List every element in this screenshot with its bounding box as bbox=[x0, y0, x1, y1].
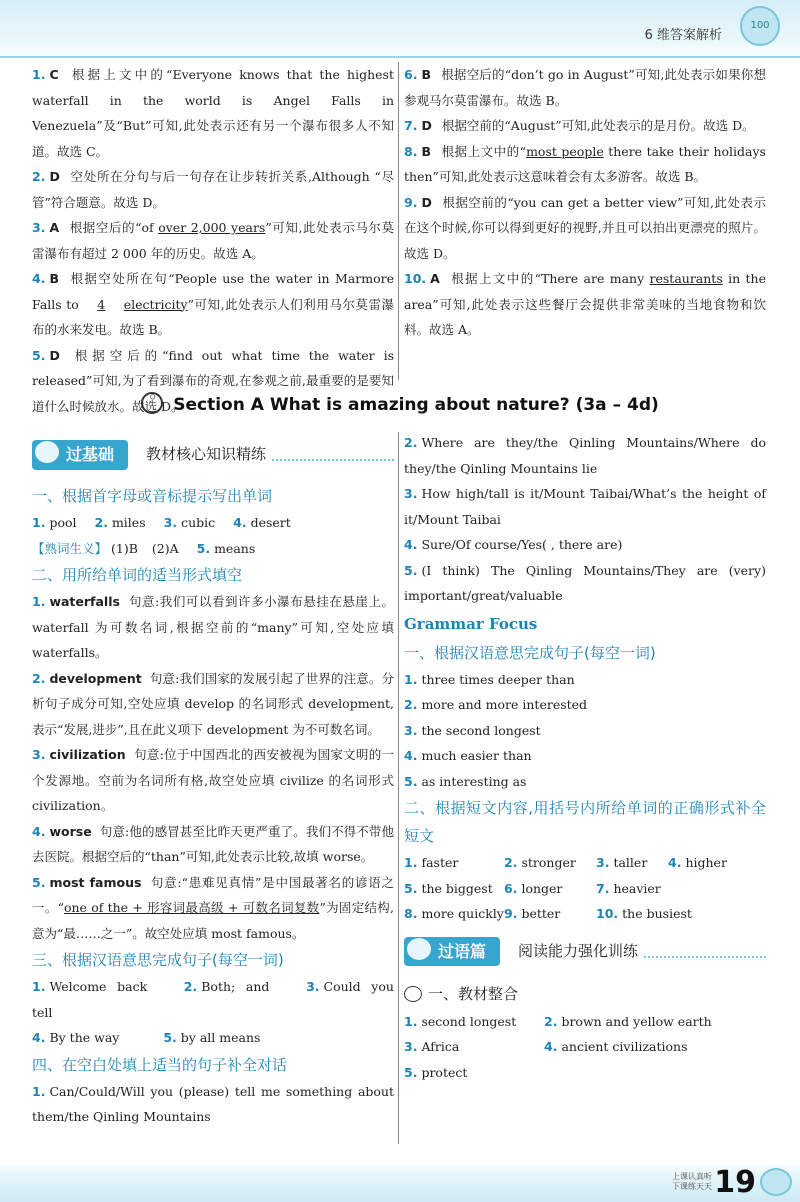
part4-item: 1. Can/Could/Will you (please) tell me something about them/the Qinling Mountains bbox=[32, 1083, 394, 1124]
grammar-item: 4. much easier than bbox=[404, 748, 532, 763]
banner-subtitle: 教材核心知识精练 bbox=[146, 445, 267, 464]
part3-row: 1. Welcome back 2. Both; and 3. Could you tell bbox=[32, 979, 394, 1020]
reading-row: 5. protect bbox=[404, 1064, 468, 1080]
part4-item: 5. (I think) The Qinling Mountains/They are (very) important/great/valuable bbox=[404, 562, 766, 603]
mascot-icon bbox=[406, 937, 432, 961]
left-column bbox=[32, 438, 394, 1130]
answer-item: 3. A 根据空后的“of over 2,000 years”可知,此处表示马尔莫雷瀑布有超过 2 000 年的历史。故选 A。 bbox=[32, 220, 394, 261]
part4-item: 3. How high/tall is it/Mount Taibai/What’s the height of it/Mount Taibai bbox=[404, 486, 766, 527]
answer-item: 4. B 根据空处所在句“People use the water in Marmore Falls to 4 electricity”可知,此处表示人们利用马尔莫雷瀑布的水来发电。故选 B。 bbox=[32, 271, 394, 337]
part1-heading: 一、根据首字母或音标提示写出单词 bbox=[32, 487, 273, 505]
grammar-grid-row: 5. the biggest 6. longer 7. heavier bbox=[404, 880, 661, 896]
header-divider bbox=[0, 56, 800, 58]
grammar-grid-row: 1. faster 2. stronger 3. taller 4. higher bbox=[404, 855, 727, 870]
reading-heading: 一、教材整合 bbox=[404, 979, 766, 1009]
running-header: 6 维答案解析 bbox=[644, 28, 722, 43]
grammar-item: 3. the second longest bbox=[404, 722, 541, 738]
banner-subtitle: 阅读能力强化训练 bbox=[518, 941, 639, 960]
part1-extra: 【熟词生义】 (1)B (2)A 5. means bbox=[32, 540, 256, 556]
answer-item: 9. D 根据空前的“you can get a better view”可知,此处表示在这个时候,你可以得到更好的视野,并且可以拍出更漂亮的照片。故选 D。 bbox=[404, 194, 766, 261]
part3-row: 4. By the way 5. by all means bbox=[32, 1030, 261, 1045]
right-column bbox=[404, 430, 766, 1085]
answers-1-5 bbox=[32, 62, 394, 419]
banner-tag: 过语篇 bbox=[404, 937, 500, 967]
section-title: ◦Section A What is amazing about nature? (3a – 4d) bbox=[0, 392, 800, 415]
column-divider bbox=[398, 62, 399, 380]
reading-banner bbox=[404, 935, 766, 969]
answer-item: 1. C 根据上文中的“Everyone knows that the highest waterfall in the world is Angel Falls in Venezuela”及“But”可知,此处表示还有另一个瀑布很多人不知道。故选 C。 bbox=[32, 67, 394, 159]
part3-heading: 三、根据汉语意思完成句子(每空一词) bbox=[32, 951, 284, 969]
footer-slogan: 上课认真听 下课练天天 bbox=[672, 1172, 712, 1191]
banner-tag: 过基础 bbox=[32, 440, 128, 470]
mascot-icon bbox=[34, 440, 60, 464]
banner-dots bbox=[272, 449, 394, 461]
part4-heading: 四、在空白处填上适当的句子补全对话 bbox=[32, 1055, 288, 1074]
mascot-badge-icon: 100 bbox=[740, 6, 780, 46]
reading-row: 3. Africa 4. ancient civilizations bbox=[404, 1039, 688, 1054]
answer-item: 8. B 根据上文中的“most people there take their holidays then”可知,此处表示这意味着会有太多游客。故选 B。 bbox=[404, 143, 766, 184]
answer-item: 6. B 根据空后的“don’t go in August”可知,此处表示如果你想参观马尔莫雷瀑布。故选 B。 bbox=[404, 67, 766, 108]
part4-item: 2. Where are they/the Qinling Mountains/Where do they/the Qinling Mountains lie bbox=[404, 435, 766, 476]
grammar-grid-row: 8. more quickly9. better 10. the busiest bbox=[404, 906, 692, 921]
mascot-footer-icon bbox=[760, 1168, 792, 1196]
part4-item: 4. Sure/Of course/Yes( , there are) bbox=[404, 537, 623, 552]
grammar-focus-title: Grammar Focus bbox=[404, 614, 538, 633]
answer-item: 5. D 根据空后的“find out what time the water is released”可知,为了看到瀑布的奇观,在参观之前,最重要的是要知道什么时候放水。故选 D。 bbox=[32, 347, 394, 414]
flower-icon bbox=[141, 392, 163, 414]
flower-icon bbox=[404, 986, 422, 1002]
answer-item: 10. A 根据上文中的“There are many restaurants in the area”可知,此处表示这些餐厅会提供非常美味的当地食物和饮料。故选 A。 bbox=[404, 271, 767, 337]
grammar-item: 2. more and more interested bbox=[404, 697, 588, 712]
part2-item: 5. most famous 句意:“患难见真情”是中国最著名的谚语之一。“one of the + 形容词最高级 + 可数名词复数”为固定结构,意为“最……之一”。故空处应填 most famous。 bbox=[32, 874, 395, 941]
banner-dots bbox=[644, 946, 766, 958]
answer-item: 7. D 根据空前的“August”可知,此处表示的是月份。故选 D。 bbox=[404, 118, 755, 133]
grammar-heading-2: 二、根据短文内容,用括号内所给单词的正确形式补全短文 bbox=[404, 799, 766, 845]
answer-item: 2. D 空处所在分句与后一句存在让步转折关系,Although “尽管”符合题意。故选 D。 bbox=[32, 169, 394, 210]
part2-item: 2. development 句意:我们国家的发展引起了世界的注意。分析句子成分可知,空处应填 develop 的名词形式 development,表示“发展,进步”,且在此义项下 development 为不可数名词。 bbox=[32, 670, 394, 737]
part2-item: 4. worse 句意:他的感冒甚至比昨天更严重了。我们不得不带他去医院。根据空后的“than”可知,此处表示比较,故填 worse。 bbox=[32, 823, 394, 864]
page-number: 19 bbox=[714, 1165, 756, 1200]
part2-item: 3. civilization 句意:位于中国西北的西安被视为国家文明的一个发源地。空前为名词所有格,故空处应填 civilize 的名词形式 civilization。 bbox=[32, 747, 394, 813]
grammar-item: 1. three times deeper than bbox=[404, 671, 575, 687]
reading-row: 1. second longest 2. brown and yellow earth bbox=[404, 1013, 712, 1029]
part2-heading: 二、用所给单词的适当形式填空 bbox=[32, 566, 243, 584]
answers-6-10 bbox=[404, 62, 766, 343]
grammar-item: 5. as interesting as bbox=[404, 773, 527, 789]
part2-item: 1. waterfalls 句意:我们可以看到许多小瀑布悬挂在悬崖上。waterfall 为可数名词,根据空前的“many”可知,空处应填 waterfalls。 bbox=[32, 594, 394, 660]
column-divider bbox=[398, 432, 399, 1144]
part1-answers: 1. pool 2. miles 3. cubic 4. desert bbox=[32, 515, 291, 530]
grammar-heading-1: 一、根据汉语意思完成句子(每空一词) bbox=[404, 643, 656, 662]
basics-banner bbox=[32, 438, 394, 472]
